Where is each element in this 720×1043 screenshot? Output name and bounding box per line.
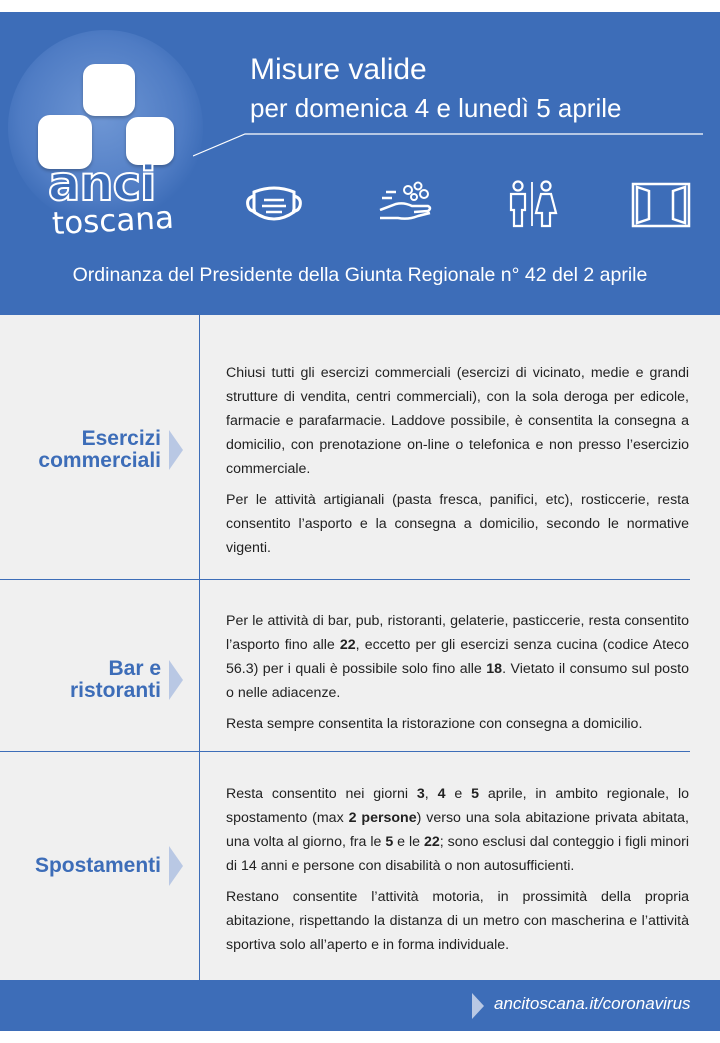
- text-run: e: [445, 786, 472, 802]
- text-run: ,: [424, 786, 438, 802]
- chevron-right-icon: [169, 846, 183, 886]
- text-run: , eccetto per gli esercizi senza cucina (codice Ateco 56.3) per i quali è possibile solo fino alle: [226, 637, 689, 677]
- section-bar-ristoranti: [0, 580, 720, 752]
- mask-icon: [244, 182, 304, 228]
- logo-dot: [160, 152, 169, 161]
- time-highlight: 18: [486, 661, 503, 677]
- ordinance-subtitle: Ordinanza del Presidente della Giunta Regionale n° 42 del 2 aprile: [72, 264, 648, 286]
- website-link[interactable]: ancitoscana.it/coronavirus: [494, 994, 691, 1013]
- section-paragraph: Chiusi tutti gli esercizi commerciali (esercizi di vicinato, medie e grandi strutture di vendita, centri commerciali), con la sola deroga per edicole, farmacie e parafarmacie. Laddove possibile, è consentita la consegna a domicilio, con prenotazione on-line o telefonica e non presso l’esercizio commerciale.: [226, 365, 689, 477]
- text-run: Per le attività di bar, pub, ristoranti, gelaterie, pasticcerie, resta consentito l’asporto fino alle: [226, 613, 689, 653]
- section-title: [70, 658, 161, 702]
- callout-line: [193, 130, 713, 160]
- text-run: Resta consentito nei giorni: [226, 786, 417, 802]
- time-highlight: 22: [424, 834, 440, 850]
- headline-line-2: per domenica 4 e lunedì 5 aprile: [250, 93, 622, 123]
- chevron-right-icon: [169, 660, 183, 700]
- text-run: . Vietato il consumo sul posto o nelle adiacenze.: [226, 661, 690, 701]
- headline-line-1: Misure valide: [250, 53, 427, 86]
- anci-toscana-logo: [8, 30, 203, 243]
- text-run: ) verso una sola abitazione privata abitata, una volta al giorno, fra le: [226, 810, 689, 850]
- open-door-icon: [631, 182, 691, 228]
- day-highlight: 5: [471, 786, 480, 802]
- section-title-line-1: Spostamenti: [34, 854, 161, 877]
- section-title-line-2: ristoranti: [69, 679, 161, 702]
- section-paragraph: Restano consentite l’attività motoria, in prossimità della propria abitazione, rispettando la distanza di un metro con mascherina e l’attività sportiva solo all’aperto e in forma individuale.: [226, 889, 689, 953]
- time-highlight: 5: [385, 834, 394, 850]
- section-paragraph: Resta sempre consentita la ristorazione con consegna a domicilio.: [226, 716, 643, 732]
- section-label-spostamenti: [0, 846, 199, 886]
- section-body: [226, 782, 689, 964]
- time-highlight: 22: [339, 637, 356, 653]
- text-run: aprile, in ambito regionale, lo spostamento (max: [226, 786, 690, 826]
- footer-banner: [0, 980, 720, 1031]
- logo-word-anci: anci: [48, 156, 156, 212]
- section-title-line-1: Bar e: [108, 657, 161, 680]
- handwash-icon: [378, 180, 434, 228]
- section-body: [226, 361, 689, 567]
- measures-table: [0, 315, 720, 980]
- chevron-right-icon: [169, 430, 183, 470]
- day-highlight: 4: [437, 786, 446, 802]
- chevron-right-icon: [472, 993, 484, 1019]
- section-label-bar: [0, 650, 199, 710]
- text-run: e le: [393, 834, 425, 850]
- section-title-line-1: Esercizi: [81, 427, 161, 450]
- section-title-line-2: commerciali: [38, 449, 161, 472]
- section-esercizi-commerciali: [0, 315, 720, 580]
- section-body: [226, 609, 689, 743]
- headline: [250, 52, 621, 128]
- section-label-esercizi: [0, 420, 199, 480]
- people-icon: [505, 180, 559, 228]
- header-banner: [0, 12, 720, 315]
- section-paragraph: [226, 782, 689, 878]
- day-highlight: 3: [416, 786, 425, 802]
- persons-highlight: 2 persone: [348, 810, 417, 826]
- section-title: [38, 428, 161, 472]
- section-spostamenti: [0, 752, 720, 980]
- text-run: ; sono esclusi dal conteggio i figli minori di 14 anni e persone con disabilità o non autosufficienti.: [226, 834, 690, 874]
- section-title: [35, 855, 161, 877]
- section-paragraph: Per le attività artigianali (pasta fresca, panifici, etc), rosticcerie, resta consentito l’asporto e la consegna a domicilio, secondo le normative vigenti.: [226, 492, 689, 556]
- logo-word-toscana: toscana: [51, 199, 175, 243]
- section-paragraph: [226, 609, 689, 705]
- logo-cube-top: [83, 64, 135, 116]
